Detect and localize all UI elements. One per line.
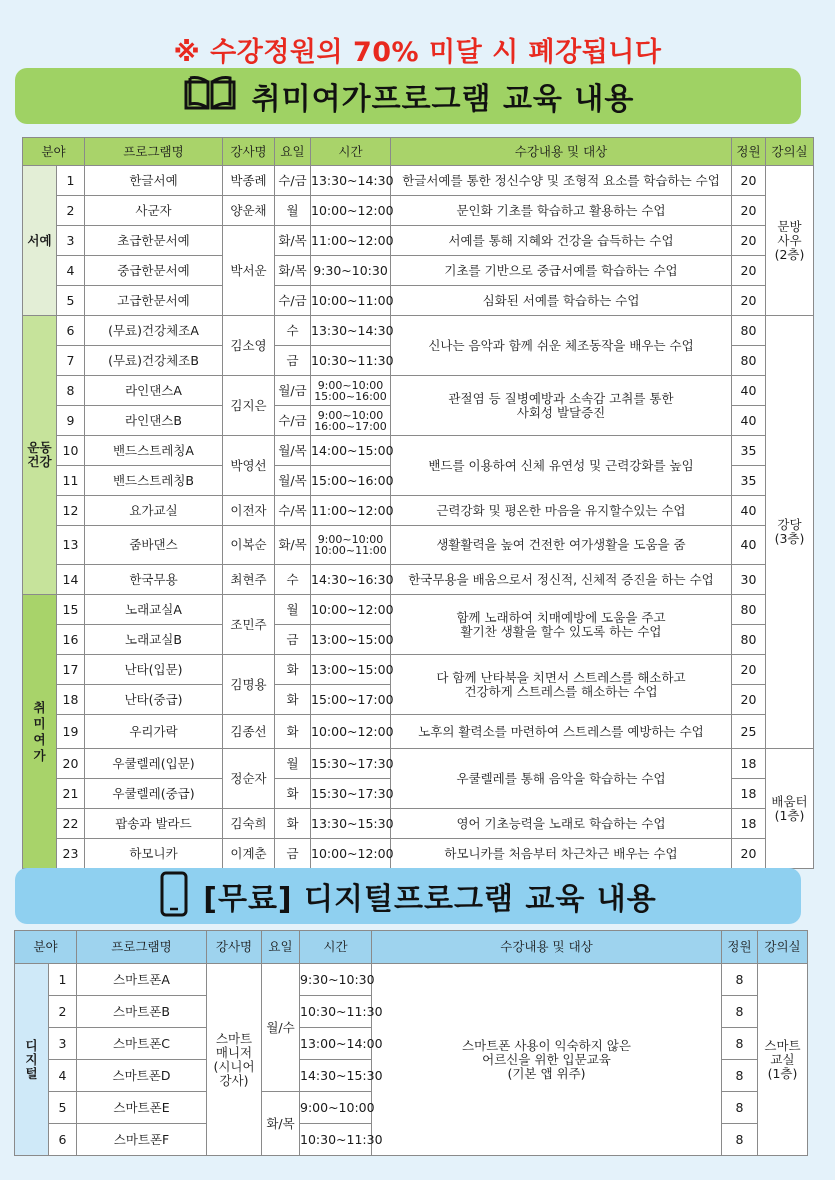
program-name: 난타(입문) xyxy=(85,655,223,685)
header-time: 시간 xyxy=(311,138,391,166)
table-row xyxy=(23,166,814,196)
day: 월/목 xyxy=(275,466,311,496)
program-name: 밴드스트레칭B xyxy=(85,466,223,496)
table-row xyxy=(23,286,814,316)
room-baeumteo: 배움터 (1층) xyxy=(766,749,814,869)
program-name: 스마트폰A xyxy=(77,964,207,996)
table-row xyxy=(15,964,808,996)
time: 10:30~11:30 xyxy=(300,996,372,1028)
header-category: 분야 xyxy=(23,138,85,166)
capacity: 80 xyxy=(732,625,766,655)
time: 14:30~16:30 xyxy=(311,565,391,595)
row-number: 5 xyxy=(57,286,85,316)
program-name: 요가교실 xyxy=(85,496,223,526)
time: 11:00~12:00 xyxy=(311,496,391,526)
day: 화/목 xyxy=(262,1092,300,1156)
teacher-name: 박영선 xyxy=(223,436,275,496)
program-name: 우쿨렐레(중급) xyxy=(85,779,223,809)
table-row xyxy=(23,809,814,839)
capacity: 40 xyxy=(732,376,766,406)
description: 다 함께 난타북을 치면서 스트레스를 해소하고 건강하게 스트레스를 해소하는 수업 xyxy=(391,655,732,715)
room-gangdang: 강당 (3층) xyxy=(766,316,814,749)
time: 10:30~11:30 xyxy=(300,1124,372,1156)
program-name: 노래교실B xyxy=(85,625,223,655)
description: 관절염 등 질병예방과 소속감 고취를 통한 사회성 발달증진 xyxy=(391,376,732,436)
row-number: 6 xyxy=(57,316,85,346)
capacity: 20 xyxy=(732,655,766,685)
day: 화 xyxy=(275,655,311,685)
time: 10:00~12:00 xyxy=(311,595,391,625)
capacity: 80 xyxy=(732,316,766,346)
table-row xyxy=(23,496,814,526)
time: 11:00~12:00 xyxy=(311,226,391,256)
program-name: 난타(중급) xyxy=(85,685,223,715)
time: 13:30~15:30 xyxy=(311,809,391,839)
program-name: 노래교실A xyxy=(85,595,223,625)
description: 노후의 활력소를 마련하여 스트레스를 예방하는 수업 xyxy=(391,715,732,749)
program-name: 중급한문서예 xyxy=(85,256,223,286)
hobby-program-table xyxy=(22,137,814,869)
program-name: 라인댄스A xyxy=(85,376,223,406)
capacity: 40 xyxy=(732,526,766,565)
time: 10:00~11:00 xyxy=(311,286,391,316)
row-number: 10 xyxy=(57,436,85,466)
time: 9:00~10:00 xyxy=(300,1092,372,1124)
room-munbang: 문방 사우 (2층) xyxy=(766,166,814,316)
row-number: 19 xyxy=(57,715,85,749)
table-header-row xyxy=(23,138,814,166)
day: 월 xyxy=(275,196,311,226)
program-name: 스마트폰E xyxy=(77,1092,207,1124)
day: 월/금 xyxy=(275,376,311,406)
capacity: 35 xyxy=(732,466,766,496)
header-teacher: 강사명 xyxy=(223,138,275,166)
capacity: 18 xyxy=(732,779,766,809)
row-number: 2 xyxy=(57,196,85,226)
header-day: 요일 xyxy=(262,931,300,964)
teacher-name: 이계춘 xyxy=(223,839,275,869)
time: 13:30~14:30 xyxy=(311,166,391,196)
time: 13:00~14:00 xyxy=(300,1028,372,1060)
capacity: 8 xyxy=(722,1092,758,1124)
time: 15:30~17:30 xyxy=(311,779,391,809)
program-name: 우쿨렐레(입문) xyxy=(85,749,223,779)
capacity: 8 xyxy=(722,964,758,996)
time: 9:00~10:00 16:00~17:00 xyxy=(311,406,391,436)
description: 한글서예를 통한 정신수양 및 조형적 요소를 학습하는 수업 xyxy=(391,166,732,196)
notice-text: ※ 수강정원의 70% 미달 시 폐강됩니다 xyxy=(173,37,662,68)
teacher-name: 스마트 매니저 (시니어 강사) xyxy=(207,964,262,1156)
table-row xyxy=(23,715,814,749)
description: 심화된 서예를 학습하는 수업 xyxy=(391,286,732,316)
row-number: 21 xyxy=(57,779,85,809)
capacity: 8 xyxy=(722,1028,758,1060)
row-number: 4 xyxy=(49,1060,77,1092)
row-number: 13 xyxy=(57,526,85,565)
capacity: 8 xyxy=(722,996,758,1028)
capacity: 40 xyxy=(732,496,766,526)
row-number: 9 xyxy=(57,406,85,436)
time: 10:00~12:00 xyxy=(311,196,391,226)
capacity: 20 xyxy=(732,286,766,316)
day: 금 xyxy=(275,625,311,655)
program-name: 고급한문서예 xyxy=(85,286,223,316)
table-header-row xyxy=(15,931,808,964)
day: 금 xyxy=(275,839,311,869)
capacity: 20 xyxy=(732,839,766,869)
program-name: 한글서예 xyxy=(85,166,223,196)
time: 13:30~14:30 xyxy=(311,316,391,346)
program-name: 초급한문서예 xyxy=(85,226,223,256)
program-name: 우리가락 xyxy=(85,715,223,749)
program-name: (무료)건강체조B xyxy=(85,346,223,376)
row-number: 3 xyxy=(49,1028,77,1060)
row-number: 3 xyxy=(57,226,85,256)
capacity: 20 xyxy=(732,166,766,196)
header-room: 강의실 xyxy=(766,138,814,166)
program-name: 사군자 xyxy=(85,196,223,226)
table-row xyxy=(23,839,814,869)
time: 9:00~10:00 15:00~16:00 xyxy=(311,376,391,406)
description: 기초를 기반으로 중급서예를 학습하는 수업 xyxy=(391,256,732,286)
day: 화 xyxy=(275,685,311,715)
program-name: 스마트폰B xyxy=(77,996,207,1028)
day: 화 xyxy=(275,809,311,839)
day: 금 xyxy=(275,346,311,376)
table-row xyxy=(23,196,814,226)
day: 월 xyxy=(275,749,311,779)
teacher-name: 김지은 xyxy=(223,376,275,436)
header-capacity: 정원 xyxy=(732,138,766,166)
description: 생활활력을 높여 건전한 여가생활을 도움을 줌 xyxy=(391,526,732,565)
table-row xyxy=(23,226,814,256)
day: 수 xyxy=(275,316,311,346)
digital-title: [무료] 디지털프로그램 교육 내용 xyxy=(203,882,657,917)
description: 함께 노래하여 치매예방에 도움을 주고 활기찬 생활을 할수 있도록 하는 수업 xyxy=(391,595,732,655)
category-seoye: 서예 xyxy=(23,166,57,316)
table-row xyxy=(23,526,814,565)
day: 수/금 xyxy=(275,286,311,316)
time: 9:30~10:30 xyxy=(300,964,372,996)
capacity: 40 xyxy=(732,406,766,436)
capacity: 35 xyxy=(732,436,766,466)
program-name: 스마트폰D xyxy=(77,1060,207,1092)
capacity: 20 xyxy=(732,226,766,256)
program-name: 팝송과 발라드 xyxy=(85,809,223,839)
description: 영어 기초능력을 노래로 학습하는 수업 xyxy=(391,809,732,839)
capacity: 18 xyxy=(732,749,766,779)
time: 14:30~15:30 xyxy=(300,1060,372,1092)
header-program: 프로그램명 xyxy=(85,138,223,166)
day: 수/목 xyxy=(275,496,311,526)
program-name: 라인댄스B xyxy=(85,406,223,436)
time: 9:00~10:00 10:00~11:00 xyxy=(311,526,391,565)
teacher-name: 김소영 xyxy=(223,316,275,376)
header-category: 분야 xyxy=(15,931,77,964)
program-name: 스마트폰F xyxy=(77,1124,207,1156)
time: 15:30~17:30 xyxy=(311,749,391,779)
row-number: 1 xyxy=(57,166,85,196)
table-row xyxy=(23,316,814,346)
row-number: 8 xyxy=(57,376,85,406)
teacher-name: 이복순 xyxy=(223,526,275,565)
day: 화/목 xyxy=(275,226,311,256)
table-row xyxy=(23,256,814,286)
day: 월/수 xyxy=(262,964,300,1092)
description: 밴드를 이용하여 신체 유연성 및 근력강화를 높임 xyxy=(391,436,732,496)
day: 수/금 xyxy=(275,406,311,436)
header-capacity: 정원 xyxy=(722,931,758,964)
time: 10:00~12:00 xyxy=(311,715,391,749)
description: 하모니카를 처음부터 차근차근 배우는 수업 xyxy=(391,839,732,869)
category-chwimi: 취 미 여 가 xyxy=(23,595,57,869)
row-number: 2 xyxy=(49,996,77,1028)
row-number: 15 xyxy=(57,595,85,625)
table-row xyxy=(23,565,814,595)
capacity: 20 xyxy=(732,685,766,715)
category-digital: 디 지 털 xyxy=(15,964,49,1156)
teacher-name: 김숙희 xyxy=(223,809,275,839)
row-number: 16 xyxy=(57,625,85,655)
teacher-name: 양운채 xyxy=(223,196,275,226)
description: 신나는 음악과 함께 쉬운 체조동작을 배우는 수업 xyxy=(391,316,732,376)
row-number: 4 xyxy=(57,256,85,286)
description: 우쿨렐레를 통해 음악을 학습하는 수업 xyxy=(391,749,732,809)
row-number: 22 xyxy=(57,809,85,839)
row-number: 5 xyxy=(49,1092,77,1124)
row-number: 20 xyxy=(57,749,85,779)
time: 9:30~10:30 xyxy=(311,256,391,286)
row-number: 23 xyxy=(57,839,85,869)
header-time: 시간 xyxy=(300,931,372,964)
row-number: 11 xyxy=(57,466,85,496)
program-name: 스마트폰C xyxy=(77,1028,207,1060)
header-room: 강의실 xyxy=(758,931,808,964)
time: 15:00~16:00 xyxy=(311,466,391,496)
capacity: 18 xyxy=(732,809,766,839)
day: 수 xyxy=(275,565,311,595)
digital-program-table xyxy=(14,930,808,1156)
time: 13:00~15:00 xyxy=(311,625,391,655)
day: 월 xyxy=(275,595,311,625)
row-number: 6 xyxy=(49,1124,77,1156)
day: 화/목 xyxy=(275,526,311,565)
header-description: 수강내용 및 대상 xyxy=(372,931,722,964)
header-teacher: 강사명 xyxy=(207,931,262,964)
description: 근력강화 및 평온한 마음을 유지할수있는 수업 xyxy=(391,496,732,526)
row-number: 18 xyxy=(57,685,85,715)
teacher-name: 조민주 xyxy=(223,595,275,655)
teacher-name: 김명용 xyxy=(223,655,275,715)
room-smart: 스마트 교실 (1층) xyxy=(758,964,808,1156)
teacher-name: 정순자 xyxy=(223,749,275,809)
header-day: 요일 xyxy=(275,138,311,166)
table-row xyxy=(23,749,814,779)
capacity: 8 xyxy=(722,1124,758,1156)
table-row xyxy=(23,595,814,625)
smartphone-icon xyxy=(159,871,189,921)
hobby-title: 취미여가프로그램 교육 내용 xyxy=(251,82,635,117)
day: 화 xyxy=(275,779,311,809)
time: 13:00~15:00 xyxy=(311,655,391,685)
description: 스마트폰 사용이 익숙하지 않은 어르신을 위한 입문교육 (기본 앱 위주) xyxy=(372,964,722,1156)
description: 서예를 통해 지혜와 건강을 습득하는 수업 xyxy=(391,226,732,256)
day: 월/목 xyxy=(275,436,311,466)
capacity: 20 xyxy=(732,256,766,286)
category-undong: 운동 건강 xyxy=(23,316,57,595)
row-number: 1 xyxy=(49,964,77,996)
row-number: 14 xyxy=(57,565,85,595)
program-name: 한국무용 xyxy=(85,565,223,595)
teacher-name: 박종례 xyxy=(223,166,275,196)
header-program: 프로그램명 xyxy=(77,931,207,964)
digital-banner xyxy=(15,868,801,924)
day: 화 xyxy=(275,715,311,749)
capacity: 30 xyxy=(732,565,766,595)
teacher-name: 김종선 xyxy=(223,715,275,749)
description: 문인화 기초를 학습하고 활용하는 수업 xyxy=(391,196,732,226)
day: 수/금 xyxy=(275,166,311,196)
row-number: 17 xyxy=(57,655,85,685)
book-icon xyxy=(182,74,238,118)
teacher-name: 최현주 xyxy=(223,565,275,595)
row-number: 12 xyxy=(57,496,85,526)
teacher-name: 이전자 xyxy=(223,496,275,526)
table-row xyxy=(23,436,814,466)
day: 화/목 xyxy=(275,256,311,286)
program-name: 하모니카 xyxy=(85,839,223,869)
capacity: 8 xyxy=(722,1060,758,1092)
time: 14:00~15:00 xyxy=(311,436,391,466)
time: 15:00~17:00 xyxy=(311,685,391,715)
header-description: 수강내용 및 대상 xyxy=(391,138,732,166)
capacity: 25 xyxy=(732,715,766,749)
time: 10:00~12:00 xyxy=(311,839,391,869)
capacity: 80 xyxy=(732,346,766,376)
table-row xyxy=(23,655,814,685)
hobby-banner xyxy=(15,68,801,124)
row-number: 7 xyxy=(57,346,85,376)
program-name: 밴드스트레칭A xyxy=(85,436,223,466)
teacher-name: 박서운 xyxy=(223,226,275,316)
description: 한국무용을 배움으로서 정신적, 신체적 증진을 하는 수업 xyxy=(391,565,732,595)
capacity: 20 xyxy=(732,196,766,226)
program-name: (무료)건강체조A xyxy=(85,316,223,346)
capacity: 80 xyxy=(732,595,766,625)
time: 10:30~11:30 xyxy=(311,346,391,376)
table-row xyxy=(23,376,814,406)
program-name: 줌바댄스 xyxy=(85,526,223,565)
